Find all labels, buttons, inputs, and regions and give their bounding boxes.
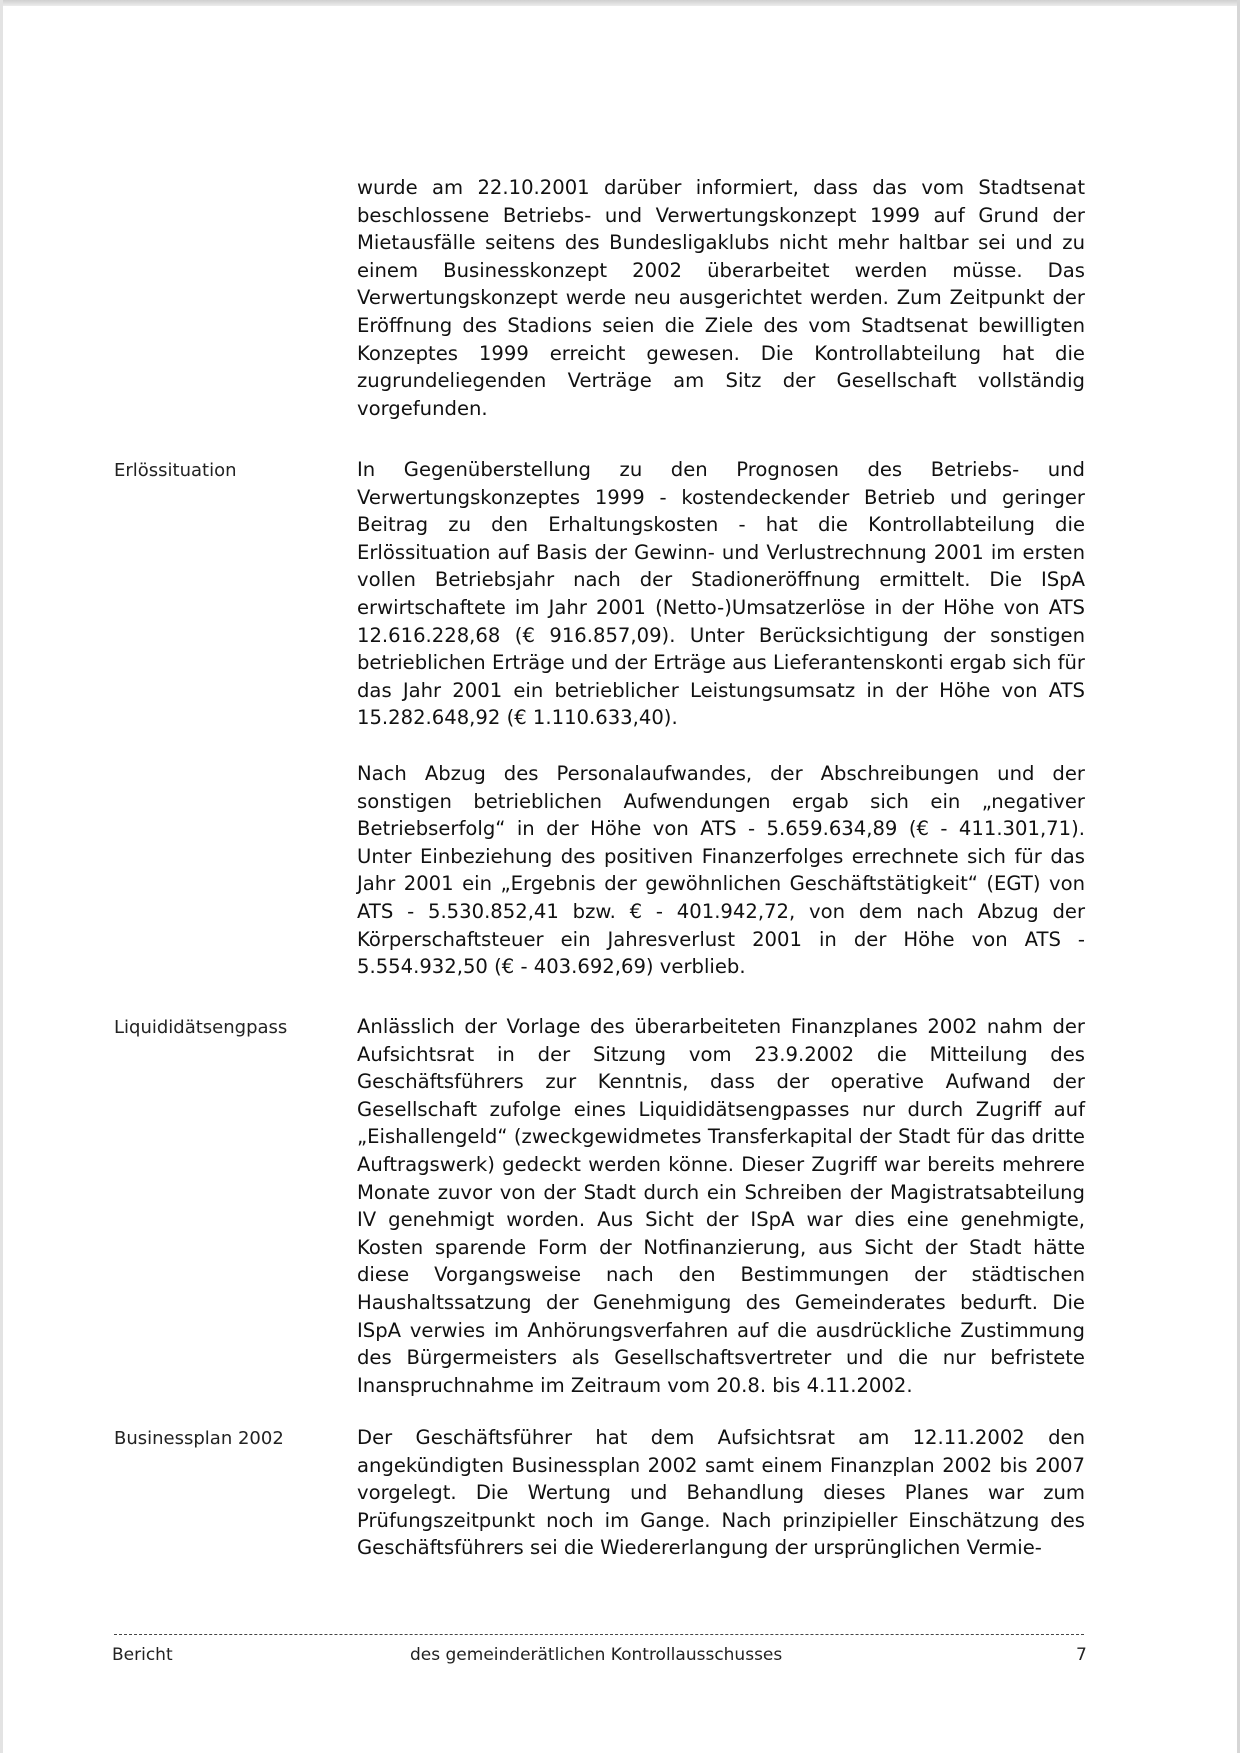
paragraph-businessplan: Der Geschäftsführer hat dem Aufsichtsrat am 12.11.2002 den angekündigten Businessplan 2002 samt einem Finanzplan 2002 bis 2007 vorgelegt. Die Wertung und Behandlung dieses Planes war zum Prüfungszeitpunkt noch im Gange. Nach prinzipieller Einschätzung des Geschäftsführers sei die Wiedererlangung der ursprünglichen Vermie-: [357, 1426, 1085, 1560]
scan-edge-left: [0, 0, 3, 1753]
paragraph-konzept-intro: wurde am 22.10.2001 darüber informiert, dass das vom Stadtsenat beschlossene Betriebs- und Verwertungskonzept 1999 auf Grund der Mietausfälle seitens des Bundesligaklubs nicht mehr haltbar sei und zu einem Businesskonzept 2002 überarbeitet werden müsse. Das Verwertungskonzept werde neu ausgerichtet werden. Zum Zeitpunkt der Eröffnung des Stadions seien die Ziele des vom Stadtsenat bewilligten Konzeptes 1999 erreicht gewesen. Die Kontrollabteilung hat die zugrundeliegenden Verträge am Sitz der Gesellschaft vollständig vorgefunden.: [357, 176, 1085, 420]
footer-report-label: Bericht: [112, 1645, 173, 1665]
margin-label-liquiditaetsengpass: Liquididätsengpass: [114, 1017, 288, 1038]
footer-committee-label: des gemeinderätlichen Kontrollausschusses: [410, 1645, 783, 1665]
margin-label-erloessituation: Erlössituation: [114, 460, 237, 481]
paragraph-erloessituation: In Gegenüberstellung zu den Prognosen des Betriebs- und Verwertungskonzeptes 1999 - kostendeckender Betrieb und geringer Beitrag zu den Erhaltungskosten - hat die Kontrollabteilung die Erlössituation auf Basis der Gewinn- und Verlustrechnung 2001 im ersten vollen Betriebsjahr nach der Stadioneröffnung ermittelt. Die ISpA erwirtschaftete im Jahr 2001 (Netto-)Umsatzerlöse in der Höhe von ATS 12.616.228,68 (€ 916.857,09). Unter Berücksichtigung der sonstigen betrieblichen Erträge und der Erträge aus Lieferantenskonti ergab sich für das Jahr 2001 ein betrieblicher Leistungsumsatz in der Höhe von ATS 15.282.648,92 (€ 1.110.633,40).: [357, 458, 1085, 730]
page-number: 7: [1076, 1645, 1087, 1665]
footer-divider: [114, 1634, 1084, 1635]
margin-label-businessplan: Businessplan 2002: [114, 1428, 284, 1449]
paragraph-betriebserfolg: Nach Abzug des Personalaufwandes, der Abschreibungen und der sonstigen betrieblichen Aufwendungen ergab sich ein „negativer Betriebserfolg“ in der Höhe von ATS - 5.659.634,89 (€ - 411.301,71). Unter Einbeziehung des positiven Finanzerfolges errechnete sich für das Jahr 2001 ein „Ergebnis der gewöhnlichen Geschäftstätigkeit“ (EGT) von ATS - 5.530.852,41 bzw. € - 401.942,72, von dem nach Abzug der Körperschaftsteuer ein Jahresverlust 2001 in der Höhe von ATS - 5.554.932,50 (€ - 403.692,69) verblieb.: [357, 762, 1085, 979]
paragraph-liquiditaetsengpass: Anlässlich der Vorlage des überarbeiteten Finanzplanes 2002 nahm der Aufsichtsrat in der Sitzung vom 23.9.2002 die Mitteilung des Geschäftsführers zur Kenntnis, dass der operative Aufwand der Gesellschaft zufolge eines Liquididätsengpasses nur durch Zugriff auf „Eishallengeld“ (zweckgewidmetes Transferkapital der Stadt für das dritte Auftragswerk) gedeckt werden könne. Dieser Zugriff war bereits mehrere Monate zuvor von der Stadt durch ein Schreiben der Magistratsabteilung IV genehmigt worden. Aus Sicht der ISpA war dies eine genehmigte, Kosten sparende Form der Notfinanzierung, aus Sicht der Stadt hätte diese Vorgangsweise nach den Bestimmungen der städtischen Haushaltssatzung der Genehmigung des Gemeinderates bedurft. Die ISpA verwies im Anhörungsverfahren auf die ausdrückliche Zustimmung des Bürgermeisters als Gesellschaftsvertreter und die nur befristete Inanspruchnahme im Zeitraum vom 20.8. bis 4.11.2002.: [357, 1015, 1085, 1397]
scan-edge-top: [0, 0, 1240, 6]
